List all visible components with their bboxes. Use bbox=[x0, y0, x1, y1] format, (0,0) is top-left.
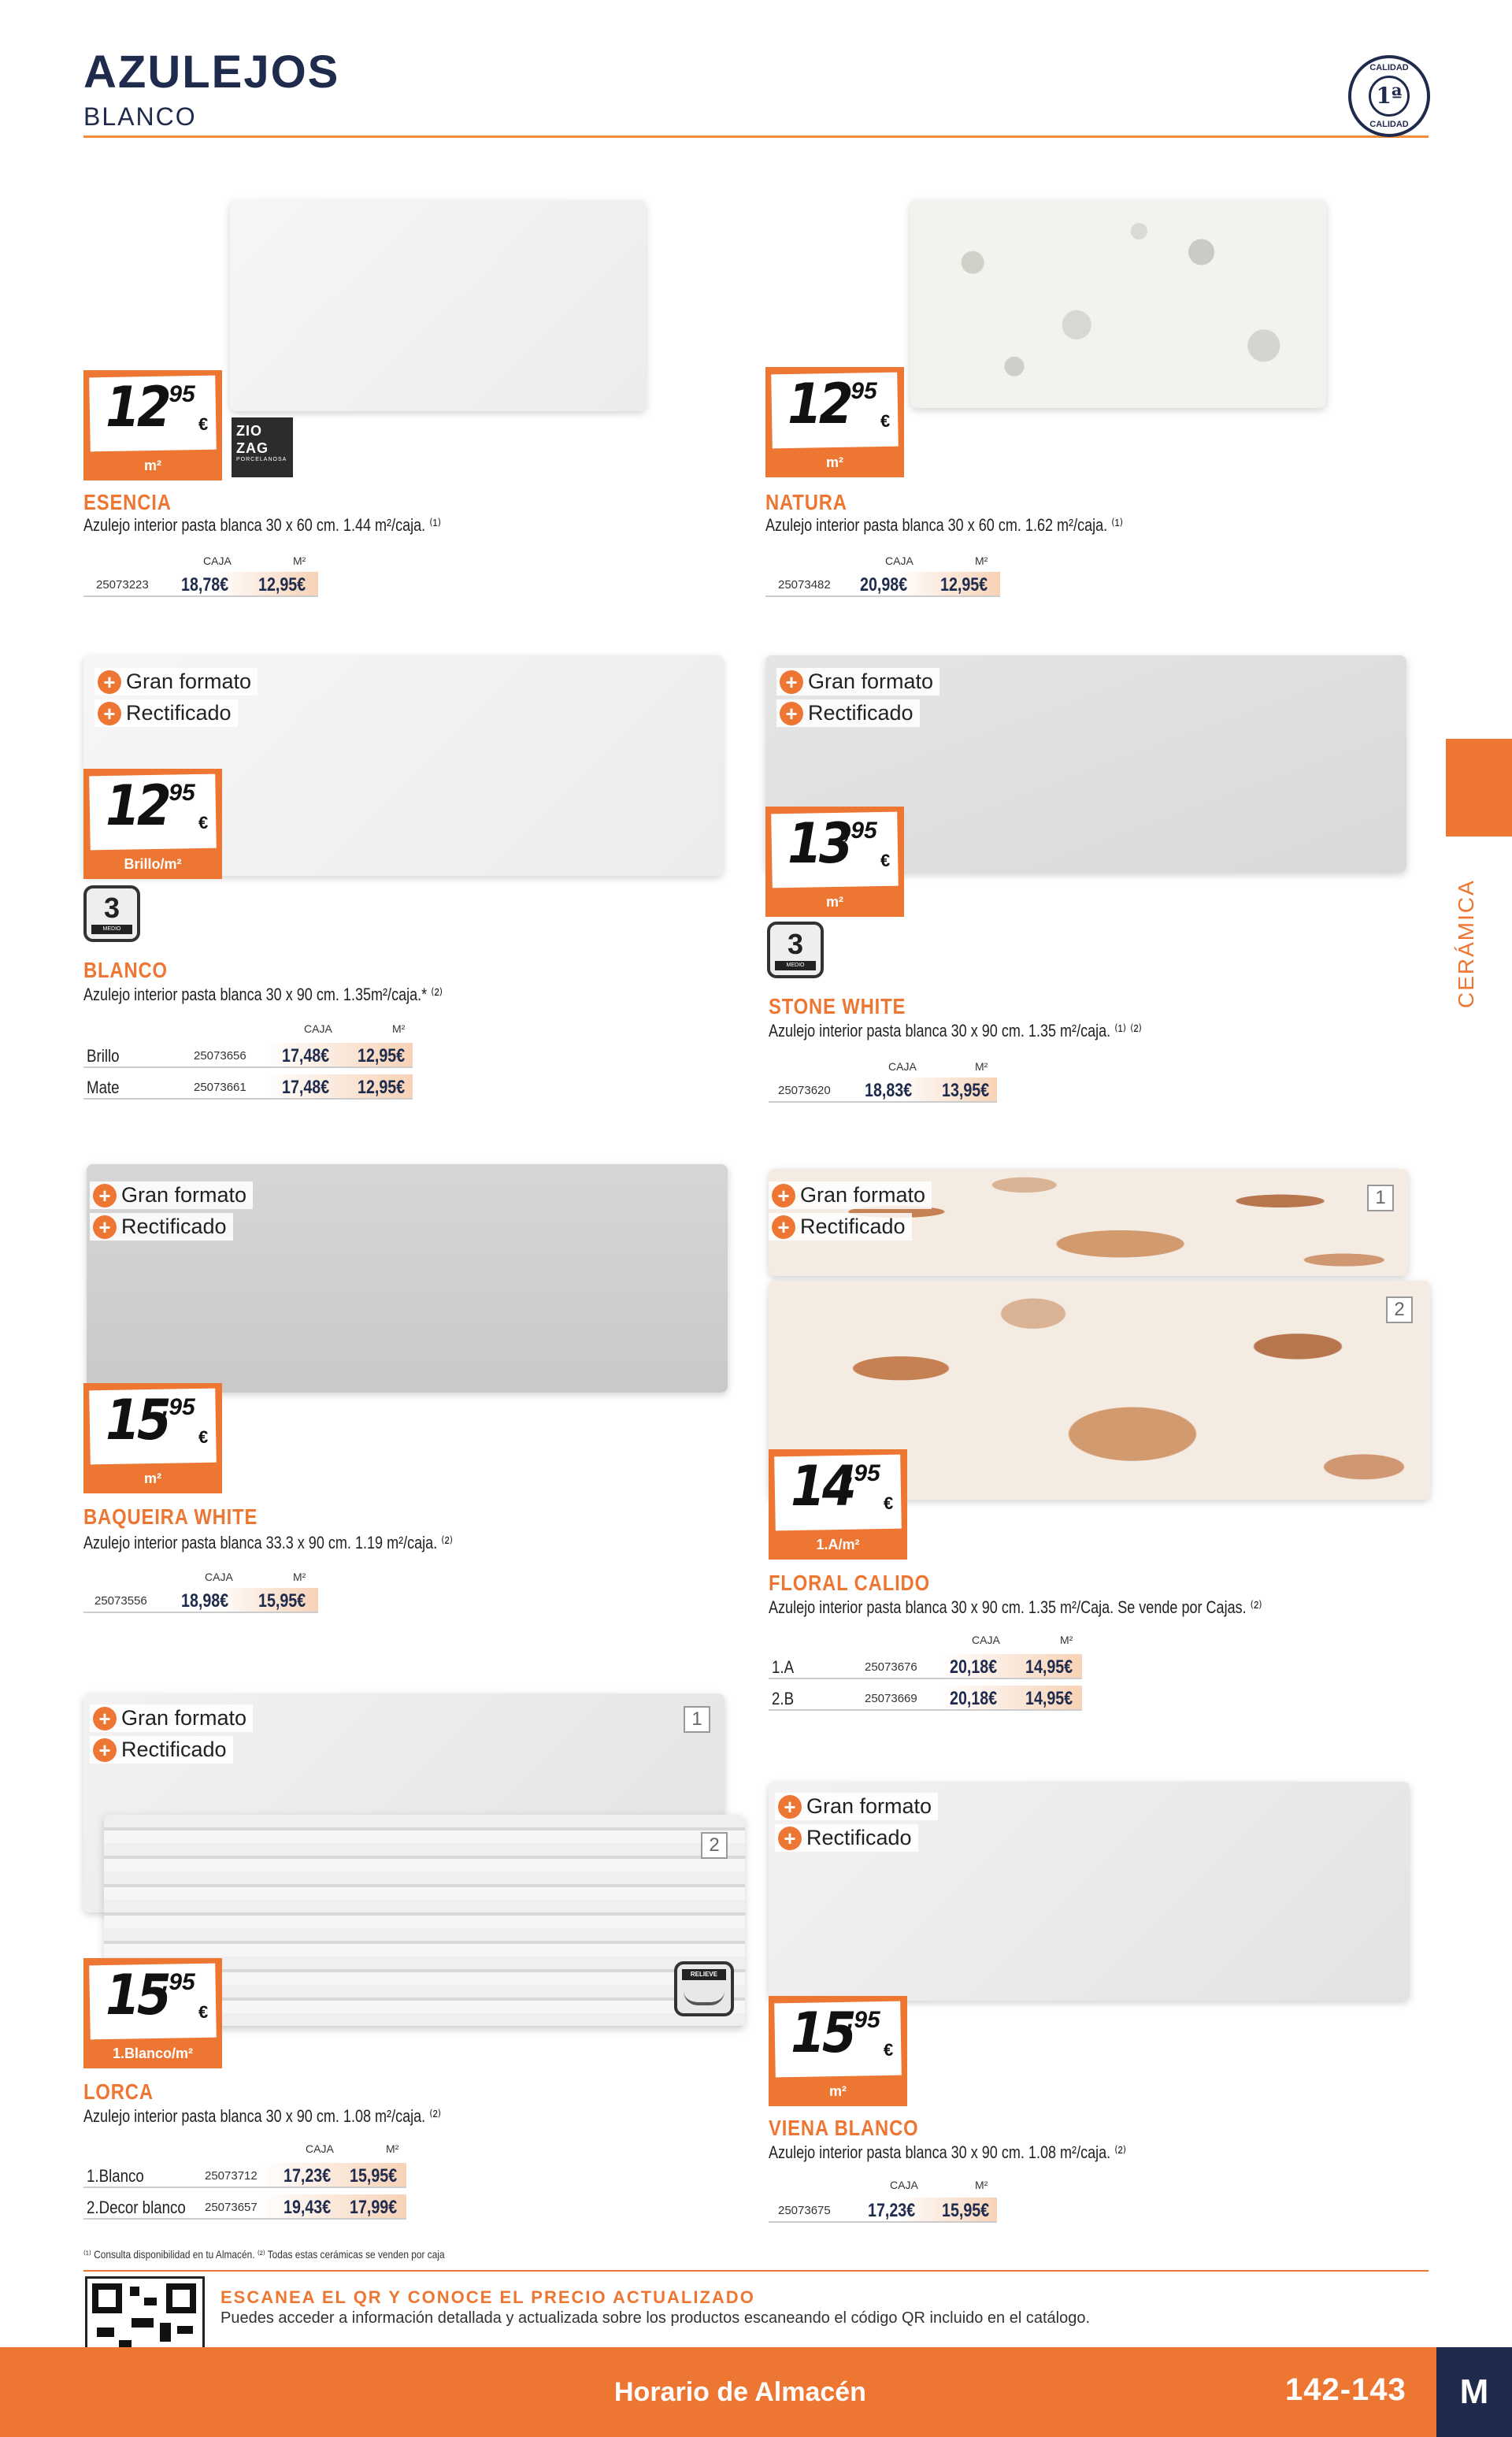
baqueira-white-price-table bbox=[83, 1567, 320, 1618]
brand-logo-small: PORCELANOSA bbox=[236, 457, 287, 462]
feature-label: Gran formato bbox=[121, 1706, 247, 1730]
stone-white-price-tag bbox=[765, 807, 904, 917]
baqueira-white-price-tag bbox=[83, 1383, 222, 1493]
price-integer: 14 bbox=[791, 1454, 854, 1519]
variant-label: 1.Blanco bbox=[87, 2166, 144, 2186]
quality-badge-top: CALIDAD bbox=[1369, 63, 1409, 72]
header-caja: CAJA bbox=[972, 1634, 1000, 1646]
feature-gran-formato bbox=[90, 1181, 253, 1209]
header-m2: M² bbox=[975, 2179, 988, 2191]
table-row bbox=[83, 1074, 413, 1100]
tile-number-badge: 2 bbox=[1386, 1296, 1413, 1323]
blanco-name: BLANCO bbox=[83, 958, 168, 982]
header-caja: CAJA bbox=[885, 555, 914, 567]
plus-icon: + bbox=[780, 670, 803, 694]
price-caja: 18,78€ bbox=[181, 574, 229, 595]
stock-level-number: 3 bbox=[103, 892, 120, 924]
warehouse-hours-link[interactable]: Horario de Almacén bbox=[614, 2377, 866, 2407]
relieve-label: RELIEVE bbox=[682, 1969, 726, 1980]
feature-label: Gran formato bbox=[808, 670, 934, 693]
price-currency: € bbox=[198, 414, 209, 434]
lorca-price-tag bbox=[83, 1958, 222, 2068]
quality-badge-bottom: CALIDAD bbox=[1369, 120, 1409, 129]
price-currency: € bbox=[884, 1493, 894, 1513]
quality-badge bbox=[1348, 55, 1430, 137]
table-row bbox=[83, 1043, 413, 1068]
price-unit: m² bbox=[826, 894, 843, 910]
price-integer: 13 bbox=[788, 811, 850, 876]
table-row bbox=[769, 1078, 997, 1103]
page-subtitle: BLANCO bbox=[83, 102, 197, 131]
price-m2: 12,95€ bbox=[258, 574, 306, 595]
floral-calido-description: Azulejo interior pasta blanca 30 x 90 cm. 1.35 m²/Caja. Se vende por Cajas. ⁽²⁾ bbox=[769, 1597, 1262, 1617]
plus-icon: + bbox=[778, 1795, 802, 1819]
variant-label: Mate bbox=[87, 1078, 120, 1097]
stock-level-number: 3 bbox=[787, 928, 804, 960]
stock-level-label: MEDIO bbox=[91, 925, 132, 934]
plus-icon: + bbox=[93, 1184, 117, 1207]
product-code: 25073657 bbox=[205, 2201, 258, 2214]
feature-rectificado bbox=[94, 699, 238, 727]
plus-icon: + bbox=[772, 1184, 795, 1207]
brand-logo: M bbox=[1436, 2347, 1512, 2437]
stock-level-icon bbox=[83, 885, 140, 942]
price-currency: € bbox=[198, 2002, 209, 2022]
price-integer: 12 bbox=[106, 375, 169, 440]
lorca-name: LORCA bbox=[83, 2079, 154, 2104]
price-currency: € bbox=[198, 813, 209, 833]
stone-white-description: Azulejo interior pasta blanca 30 x 90 cm. 1.35 m²/caja. ⁽¹⁾ ⁽²⁾ bbox=[769, 1021, 1142, 1040]
price-caja: 20,18€ bbox=[950, 1688, 998, 1709]
price-decimal: ,95 bbox=[844, 378, 877, 404]
feature-label: Gran formato bbox=[126, 670, 252, 693]
price-unit: 1.A/m² bbox=[816, 1537, 860, 1552]
natura-price-tag bbox=[765, 367, 904, 477]
plus-icon: + bbox=[98, 702, 121, 725]
floral-calido-name: FLORAL CALIDO bbox=[769, 1571, 930, 1595]
feature-rectificado bbox=[90, 1736, 233, 1764]
price-caja: 18,98€ bbox=[181, 1590, 229, 1612]
product-code: 25073712 bbox=[205, 2169, 258, 2183]
price-decimal: ,95 bbox=[162, 1969, 195, 1995]
price-caja: 17,23€ bbox=[868, 2200, 916, 2221]
price-m2: 14,95€ bbox=[1025, 1656, 1073, 1678]
page-title: AZULEJOS bbox=[83, 46, 340, 98]
product-code: 25073656 bbox=[194, 1049, 246, 1063]
price-unit: m² bbox=[829, 2083, 847, 2099]
product-code: 25073676 bbox=[865, 1660, 917, 1674]
price-unit: m² bbox=[144, 458, 161, 473]
viena-blanco-description: Azulejo interior pasta blanca 30 x 90 cm. 1.08 m²/caja. ⁽²⁾ bbox=[769, 2142, 1127, 2162]
price-decimal: ,95 bbox=[847, 1460, 880, 1486]
lorca-description: Azulejo interior pasta blanca 30 x 90 cm. 1.08 m²/caja. ⁽²⁾ bbox=[83, 2106, 442, 2126]
natura-name: NATURA bbox=[765, 490, 847, 514]
header-m2: M² bbox=[392, 1022, 406, 1035]
baqueira-white-name: BAQUEIRA WHITE bbox=[83, 1504, 258, 1529]
table-row bbox=[769, 2198, 997, 2223]
header-m2: M² bbox=[293, 1571, 306, 1583]
price-integer: 12 bbox=[106, 773, 169, 838]
price-decimal: ,95 bbox=[847, 2007, 880, 2033]
price-caja: 20,18€ bbox=[950, 1656, 998, 1678]
price-m2: 12,95€ bbox=[358, 1077, 406, 1098]
table-row bbox=[83, 572, 318, 597]
feature-label: Gran formato bbox=[806, 1794, 932, 1818]
plus-icon: + bbox=[778, 1827, 802, 1850]
price-unit: m² bbox=[826, 454, 843, 470]
table-row bbox=[765, 572, 1000, 597]
stock-level-label: MEDIO bbox=[775, 961, 816, 970]
natura-description: Azulejo interior pasta blanca 30 x 60 cm. 1.62 m²/caja. ⁽¹⁾ bbox=[765, 515, 1124, 535]
feature-gran-formato bbox=[90, 1704, 253, 1732]
tile-number-badge: 1 bbox=[684, 1706, 710, 1733]
table-row bbox=[769, 1686, 1082, 1711]
product-code: 25073669 bbox=[865, 1692, 917, 1705]
floral-calido-price-tag bbox=[769, 1449, 907, 1560]
header-caja: CAJA bbox=[205, 1571, 233, 1583]
feature-gran-formato bbox=[769, 1181, 932, 1209]
price-m2: 13,95€ bbox=[942, 1080, 990, 1101]
header-divider bbox=[83, 135, 1429, 138]
esencia-price-tag bbox=[83, 370, 222, 480]
esencia-tile-image bbox=[230, 200, 646, 411]
variant-label: 1.A bbox=[772, 1657, 795, 1677]
qr-description: Puedes acceder a información detallada y actualizada sobre los productos escaneando el código QR incluido en el catálogo. bbox=[220, 2309, 1091, 2327]
floral-calido-price-table bbox=[769, 1630, 1084, 1719]
qr-title: ESCANEA EL QR Y CONOCE EL PRECIO ACTUALIZADO bbox=[220, 2287, 755, 2307]
price-currency: € bbox=[880, 851, 891, 870]
relieve-icon bbox=[674, 1961, 734, 2016]
tile-number-badge: 2 bbox=[701, 1832, 728, 1859]
price-decimal: ,95 bbox=[162, 780, 195, 806]
feature-gran-formato bbox=[776, 668, 939, 695]
baqueira-white-description: Azulejo interior pasta blanca 33.3 x 90 cm. 1.19 m²/caja. ⁽²⁾ bbox=[83, 1533, 454, 1552]
product-code: 25073661 bbox=[194, 1081, 246, 1094]
esencia-name: ESENCIA bbox=[83, 490, 172, 514]
plus-icon: + bbox=[93, 1738, 117, 1762]
plus-icon: + bbox=[93, 1707, 117, 1730]
price-unit: 1.Blanco/m² bbox=[112, 2046, 194, 2061]
viena-blanco-price-tag bbox=[769, 1996, 907, 2106]
variant-label: 2.Decor blanco bbox=[87, 2198, 186, 2217]
feature-gran-formato bbox=[775, 1793, 938, 1820]
price-caja: 17,48€ bbox=[282, 1077, 330, 1098]
product-code: 25073556 bbox=[94, 1594, 147, 1608]
plus-icon: + bbox=[93, 1215, 117, 1239]
natura-tile-image bbox=[910, 200, 1326, 408]
product-code: 25073620 bbox=[778, 1084, 831, 1097]
feature-label: Rectificado bbox=[121, 1215, 227, 1238]
price-currency: € bbox=[198, 1427, 209, 1447]
price-currency: € bbox=[880, 411, 891, 431]
lorca-price-table bbox=[83, 2139, 414, 2227]
stone-white-price-table bbox=[769, 1057, 1005, 1107]
feature-label: Rectificado bbox=[800, 1215, 906, 1238]
esencia-price-table bbox=[83, 550, 320, 600]
feature-gran-formato bbox=[94, 668, 258, 695]
variant-label: Brillo bbox=[87, 1046, 120, 1066]
feature-label: Gran formato bbox=[121, 1183, 247, 1207]
header-caja: CAJA bbox=[890, 2179, 918, 2191]
feature-label: Rectificado bbox=[126, 701, 232, 725]
variant-label: 2.B bbox=[772, 1689, 795, 1708]
price-decimal: ,95 bbox=[162, 1394, 195, 1420]
blanco-price-table bbox=[83, 1018, 414, 1106]
price-currency: € bbox=[884, 2040, 894, 2060]
plus-icon: + bbox=[98, 670, 121, 694]
product-code: 25073482 bbox=[778, 578, 831, 592]
price-integer: 15 bbox=[791, 2001, 854, 2065]
price-m2: 12,95€ bbox=[358, 1045, 406, 1066]
product-code: 25073223 bbox=[96, 578, 149, 592]
header-caja: CAJA bbox=[203, 555, 232, 567]
header-m2: M² bbox=[386, 2142, 399, 2155]
table-row bbox=[83, 2194, 406, 2220]
price-decimal: ,95 bbox=[162, 381, 195, 407]
section-label bbox=[1454, 851, 1484, 1008]
price-caja: 17,48€ bbox=[282, 1045, 330, 1066]
header-m2: M² bbox=[975, 1060, 988, 1073]
brand-logo-line1: ZIO bbox=[236, 423, 262, 439]
price-m2: 14,95€ bbox=[1025, 1688, 1073, 1709]
feature-label: Rectificado bbox=[808, 701, 914, 725]
table-row bbox=[769, 1654, 1082, 1679]
header-m2: M² bbox=[975, 555, 988, 567]
price-m2: 17,99€ bbox=[350, 2197, 398, 2218]
viena-blanco-name: VIENA BLANCO bbox=[769, 2116, 919, 2140]
feature-label: Rectificado bbox=[806, 1826, 912, 1849]
section-label-text: CERÁMICA bbox=[1454, 879, 1478, 1008]
brand-logo-line2: ZAG bbox=[236, 440, 269, 456]
price-caja: 18,83€ bbox=[865, 1080, 913, 1101]
price-integer: 15 bbox=[106, 1963, 169, 2027]
plus-icon: + bbox=[780, 702, 803, 725]
header-caja: CAJA bbox=[304, 1022, 332, 1035]
price-decimal: ,95 bbox=[844, 818, 877, 844]
stone-white-name: STONE WHITE bbox=[769, 994, 906, 1018]
price-caja: 17,23€ bbox=[284, 2165, 332, 2187]
table-row bbox=[83, 1588, 318, 1613]
esencia-description: Azulejo interior pasta blanca 30 x 60 cm. 1.44 m²/caja. ⁽¹⁾ bbox=[83, 515, 442, 535]
price-unit: Brillo/m² bbox=[124, 856, 182, 872]
blanco-description: Azulejo interior pasta blanca 30 x 90 cm. 1.35m²/caja.* ⁽²⁾ bbox=[83, 985, 443, 1004]
header-m2: M² bbox=[1060, 1634, 1073, 1646]
plus-icon: + bbox=[772, 1215, 795, 1239]
price-integer: 15 bbox=[106, 1388, 169, 1452]
natura-price-table bbox=[765, 550, 1002, 600]
page-numbers: 142-143 bbox=[1285, 2372, 1406, 2407]
feature-label: Gran formato bbox=[800, 1183, 926, 1207]
footer-divider bbox=[83, 2270, 1429, 2272]
price-m2: 15,95€ bbox=[350, 2165, 398, 2187]
feature-rectificado bbox=[775, 1824, 918, 1852]
quality-badge-center: 1ª bbox=[1369, 76, 1410, 117]
blanco-price-tag bbox=[83, 769, 222, 879]
section-tab[interactable] bbox=[1446, 739, 1512, 836]
price-integer: 12 bbox=[788, 372, 850, 436]
feature-label: Rectificado bbox=[121, 1738, 227, 1761]
tile-number-badge: 1 bbox=[1367, 1185, 1394, 1211]
price-unit: m² bbox=[144, 1471, 161, 1486]
header-caja: CAJA bbox=[888, 1060, 917, 1073]
header-m2: M² bbox=[293, 555, 306, 567]
price-caja: 19,43€ bbox=[284, 2197, 332, 2218]
stock-level-icon bbox=[767, 922, 824, 978]
price-caja: 20,98€ bbox=[860, 574, 908, 595]
viena-blanco-price-table bbox=[769, 2175, 1005, 2226]
header-caja: CAJA bbox=[306, 2142, 334, 2155]
feature-rectificado bbox=[776, 699, 920, 727]
footnote: ⁽¹⁾ Consulta disponibilidad en tu Almacén. ⁽²⁾ Todas estas cerámicas se venden por caja bbox=[83, 2248, 445, 2261]
table-row bbox=[83, 2163, 406, 2188]
price-m2: 15,95€ bbox=[942, 2200, 990, 2221]
price-m2: 12,95€ bbox=[940, 574, 988, 595]
ziozag-brand-logo bbox=[232, 417, 293, 477]
product-code: 25073675 bbox=[778, 2204, 831, 2217]
feature-rectificado bbox=[769, 1213, 912, 1241]
price-m2: 15,95€ bbox=[258, 1590, 306, 1612]
feature-rectificado bbox=[90, 1213, 233, 1241]
